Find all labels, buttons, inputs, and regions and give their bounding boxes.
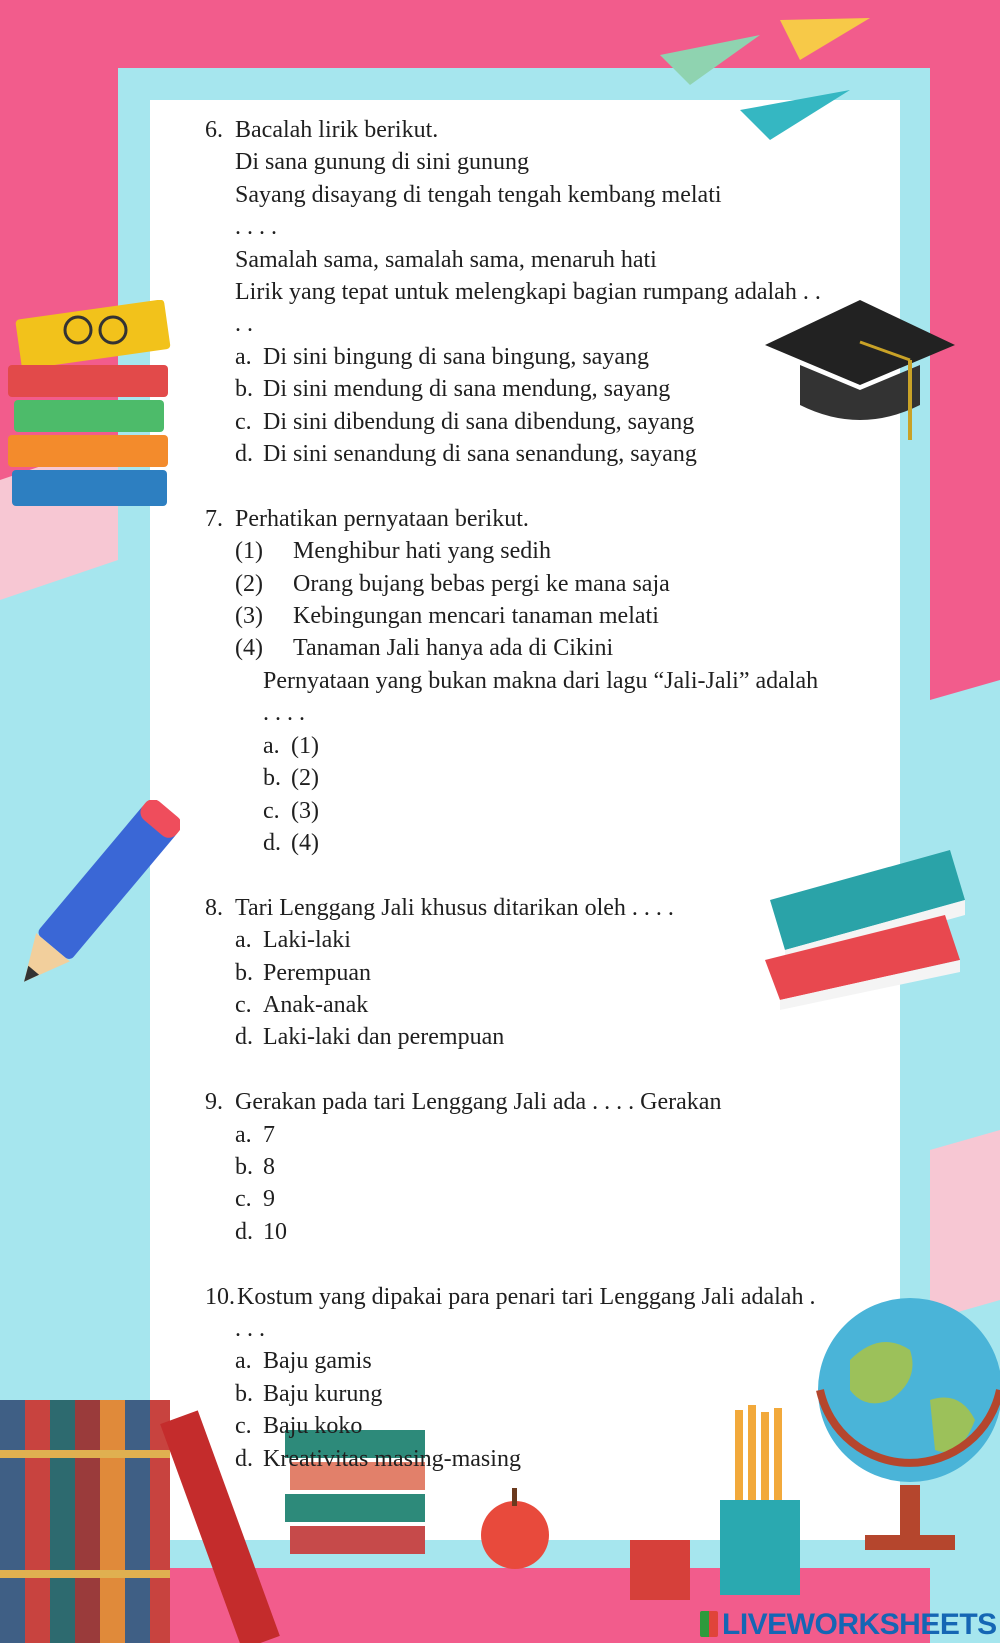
option-letter: b.	[235, 376, 253, 403]
answer-option[interactable]	[205, 957, 885, 989]
option-text: Kreativitas masing-masing	[263, 1445, 521, 1472]
option-text: (3)	[291, 797, 319, 824]
option-text: Laki-laki	[263, 927, 351, 954]
answer-option[interactable]	[205, 341, 885, 373]
question-title: Tari Lenggang Jali khusus ditarikan oleh . . . .	[235, 894, 674, 921]
answer-option[interactable]	[263, 730, 885, 762]
option-text: Di sini mendung di sana mendung, sayang	[263, 376, 671, 403]
option-letter: d.	[263, 829, 281, 856]
option-text: Baju kurung	[263, 1380, 383, 1407]
answer-option[interactable]	[205, 1345, 885, 1377]
answer-option[interactable]	[205, 406, 885, 438]
answer-option[interactable]	[205, 1410, 885, 1442]
option-text: Di sini bingung di sana bingung, sayang	[263, 343, 649, 370]
answer-option[interactable]	[263, 762, 885, 794]
option-text: Laki-laki dan perempuan	[263, 1024, 505, 1051]
statement-item	[205, 632, 885, 664]
answer-option[interactable]	[205, 989, 885, 1021]
option-letter: d.	[235, 1445, 253, 1472]
brand-text: LIVEWORKSHEETS	[722, 1608, 997, 1641]
question-title: Kostum yang dipakai para penari tari Lenggang Jali adalah .	[237, 1283, 816, 1310]
statement-number: (2)	[235, 570, 263, 597]
option-letter: b.	[263, 765, 281, 792]
question-title-cont: . . .	[235, 1315, 265, 1342]
answer-option[interactable]	[205, 1443, 885, 1475]
question-title: Bacalah lirik berikut.	[235, 117, 439, 143]
option-letter: c.	[235, 408, 252, 435]
option-letter: a.	[235, 927, 252, 954]
answer-option[interactable]	[205, 1378, 885, 1410]
option-text: (4)	[291, 829, 319, 856]
statement-number: (1)	[235, 538, 263, 565]
lyric-line: Samalah sama, samalah sama, menaruh hati	[235, 246, 657, 273]
books-stack-icon	[8, 300, 178, 530]
answer-option[interactable]	[205, 1119, 885, 1151]
option-letter: a.	[235, 343, 252, 370]
lyric-line: Di sana gunung di sini gunung	[235, 149, 529, 176]
option-text: (2)	[291, 765, 319, 792]
statement-text: Menghibur hati yang sedih	[293, 538, 551, 565]
option-letter: c.	[235, 991, 252, 1018]
option-text: 10	[263, 1218, 287, 1245]
answer-option[interactable]	[205, 1216, 885, 1248]
question-prompt-cont: . .	[235, 311, 253, 338]
option-text: Baju gamis	[263, 1348, 372, 1375]
option-text: Di sini dibendung di sana dibendung, sayang	[263, 408, 695, 435]
answer-option[interactable]	[263, 795, 885, 827]
statement-text: Kebingungan mencari tanaman melati	[293, 603, 659, 630]
answer-option[interactable]	[205, 373, 885, 405]
statement-item	[205, 535, 885, 567]
option-letter: a.	[263, 732, 280, 759]
option-text: Anak-anak	[263, 991, 369, 1018]
option-letter: d.	[235, 441, 253, 468]
question-10	[205, 1281, 885, 1475]
liveworksheets-logo[interactable]	[700, 1608, 997, 1642]
question-7	[205, 503, 885, 859]
option-letter: a.	[235, 1348, 252, 1375]
option-text: Perempuan	[263, 959, 371, 986]
option-text: (1)	[291, 732, 319, 759]
question-6	[205, 114, 885, 470]
statement-number: (3)	[235, 603, 263, 630]
question-9	[205, 1086, 885, 1248]
question-number: 9.	[205, 1089, 223, 1116]
option-text: 7	[263, 1121, 275, 1148]
lyric-line: Sayang disayang di tengah tengah kembang melati	[235, 181, 722, 208]
question-number: 10.	[205, 1283, 235, 1310]
answer-option[interactable]	[205, 924, 885, 956]
pencil-icon	[0, 800, 180, 1000]
question-prompt: Pernyataan yang bukan makna dari lagu “Jali-Jali” adalah	[263, 667, 819, 694]
option-text: Baju koko	[263, 1413, 363, 1440]
answer-option[interactable]	[205, 1021, 885, 1053]
statement-item	[205, 568, 885, 600]
question-title: Gerakan pada tari Lenggang Jali ada . . . . Gerakan	[235, 1089, 722, 1116]
question-number: 7.	[205, 505, 223, 532]
question-prompt-cont: . . . .	[263, 700, 305, 727]
answer-option[interactable]	[205, 1151, 885, 1183]
option-letter: b.	[235, 1380, 253, 1407]
option-text: Di sini senandung di sana senandung, sayang	[263, 441, 697, 468]
statement-item	[205, 600, 885, 632]
option-text: 8	[263, 1153, 275, 1180]
question-8	[205, 892, 885, 1054]
question-title: Perhatikan pernyataan berikut.	[235, 505, 529, 532]
logo-mark-icon	[700, 1611, 718, 1637]
option-letter: c.	[235, 1413, 252, 1440]
statement-text: Orang bujang bebas pergi ke mana saja	[293, 570, 670, 597]
question-prompt: Lirik yang tepat untuk melengkapi bagian rumpang adalah . .	[235, 279, 821, 306]
statement-number: (4)	[235, 635, 263, 662]
option-letter: c.	[235, 1186, 252, 1213]
question-number: 6.	[205, 117, 223, 143]
answer-option[interactable]	[205, 438, 885, 470]
question-number: 8.	[205, 894, 223, 921]
option-letter: a.	[235, 1121, 252, 1148]
option-letter: b.	[235, 1153, 253, 1180]
answer-option[interactable]	[205, 1183, 885, 1215]
answer-option[interactable]	[263, 827, 885, 859]
option-text: 9	[263, 1186, 275, 1213]
option-letter: d.	[235, 1218, 253, 1245]
lyric-line: . . . .	[235, 214, 277, 241]
option-letter: c.	[263, 797, 280, 824]
option-letter: d.	[235, 1024, 253, 1051]
worksheet-content	[205, 114, 885, 1507]
option-letter: b.	[235, 959, 253, 986]
statement-text: Tanaman Jali hanya ada di Cikini	[293, 635, 614, 662]
